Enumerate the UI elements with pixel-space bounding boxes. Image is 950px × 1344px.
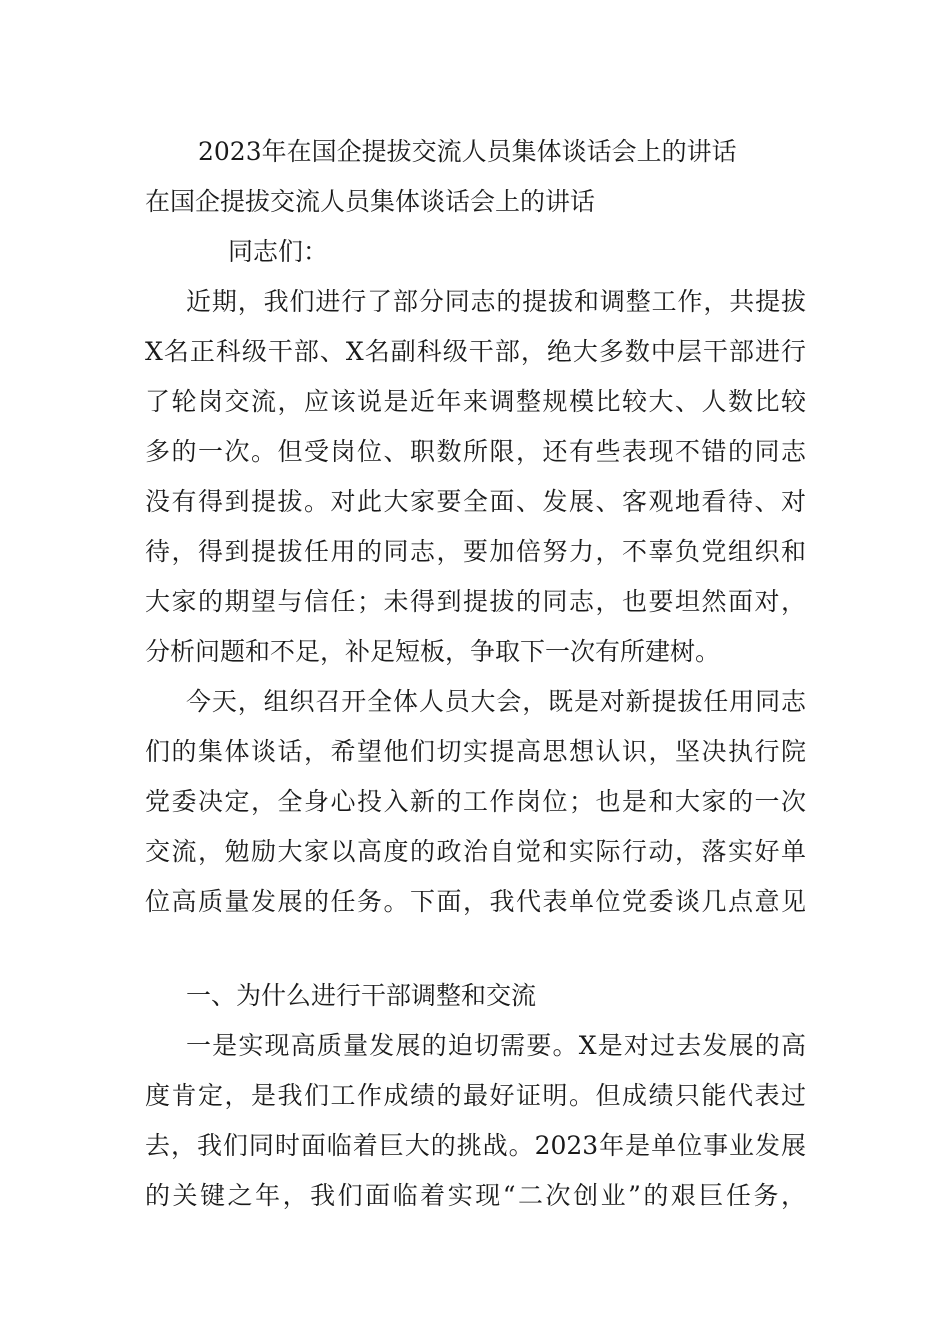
paragraph-2-line: 们的集体谈话，希望他们切实提高思想认识，坚决执行院 [145,737,806,766]
paragraph-1-line: 大家的期望与信任；未得到提拔的同志，也要坦然面对， [145,587,806,616]
paragraph-1-line: 多的一次。但受岗位、职数所限，还有些表现不错的同志 [145,437,806,466]
paragraph-2-line: 今天，组织召开全体人员大会，既是对新提拔任用同志 [186,687,806,716]
paragraph-2-line: 交流，勉励大家以高度的政治自觉和实际行动，落实好单 [145,837,806,866]
paragraph-3-line: 一是实现高质量发展的迫切需要。X是对过去发展的高 [186,1031,806,1060]
paragraph-1-line: X名正科级干部、X名副科级干部，绝大多数中层干部进行 [145,337,806,366]
paragraph-3-line: 度肯定，是我们工作成绩的最好证明。但成绩只能代表过 [145,1081,806,1110]
document-title: 2023年在国企提拔交流人员集体谈话会上的讲话 [198,137,737,166]
salutation: 同志们： [228,237,329,266]
document-subtitle: 在国企提拔交流人员集体谈话会上的讲话 [145,187,596,216]
paragraph-2-line: 位高质量发展的任务。下面，我代表单位党委谈几点意见 [145,887,806,916]
paragraph-3-line: 去，我们同时面临着巨大的挑战。2023年是单位事业发展 [145,1131,806,1160]
paragraph-1-line: 近期，我们进行了部分同志的提拔和调整工作，共提拔 [186,287,806,316]
paragraph-1-line: 待，得到提拔任用的同志，要加倍努力，不辜负党组织和 [145,537,806,566]
paragraph-3-line: 的关键之年，我们面临着实现“二次创业”的艰巨任务， [145,1181,806,1210]
paragraph-1-line: 了轮岗交流，应该说是近年来调整规模比较大、人数比较 [145,387,806,416]
section-heading: 一、为什么进行干部调整和交流 [186,981,537,1010]
paragraph-2-line: 党委决定，全身心投入新的工作岗位；也是和大家的一次 [145,787,806,816]
paragraph-1-line: 没有得到提拔。对此大家要全面、发展、客观地看待、对 [145,487,806,516]
paragraph-1-line: 分析问题和不足，补足短板，争取下一次有所建树。 [145,637,721,666]
